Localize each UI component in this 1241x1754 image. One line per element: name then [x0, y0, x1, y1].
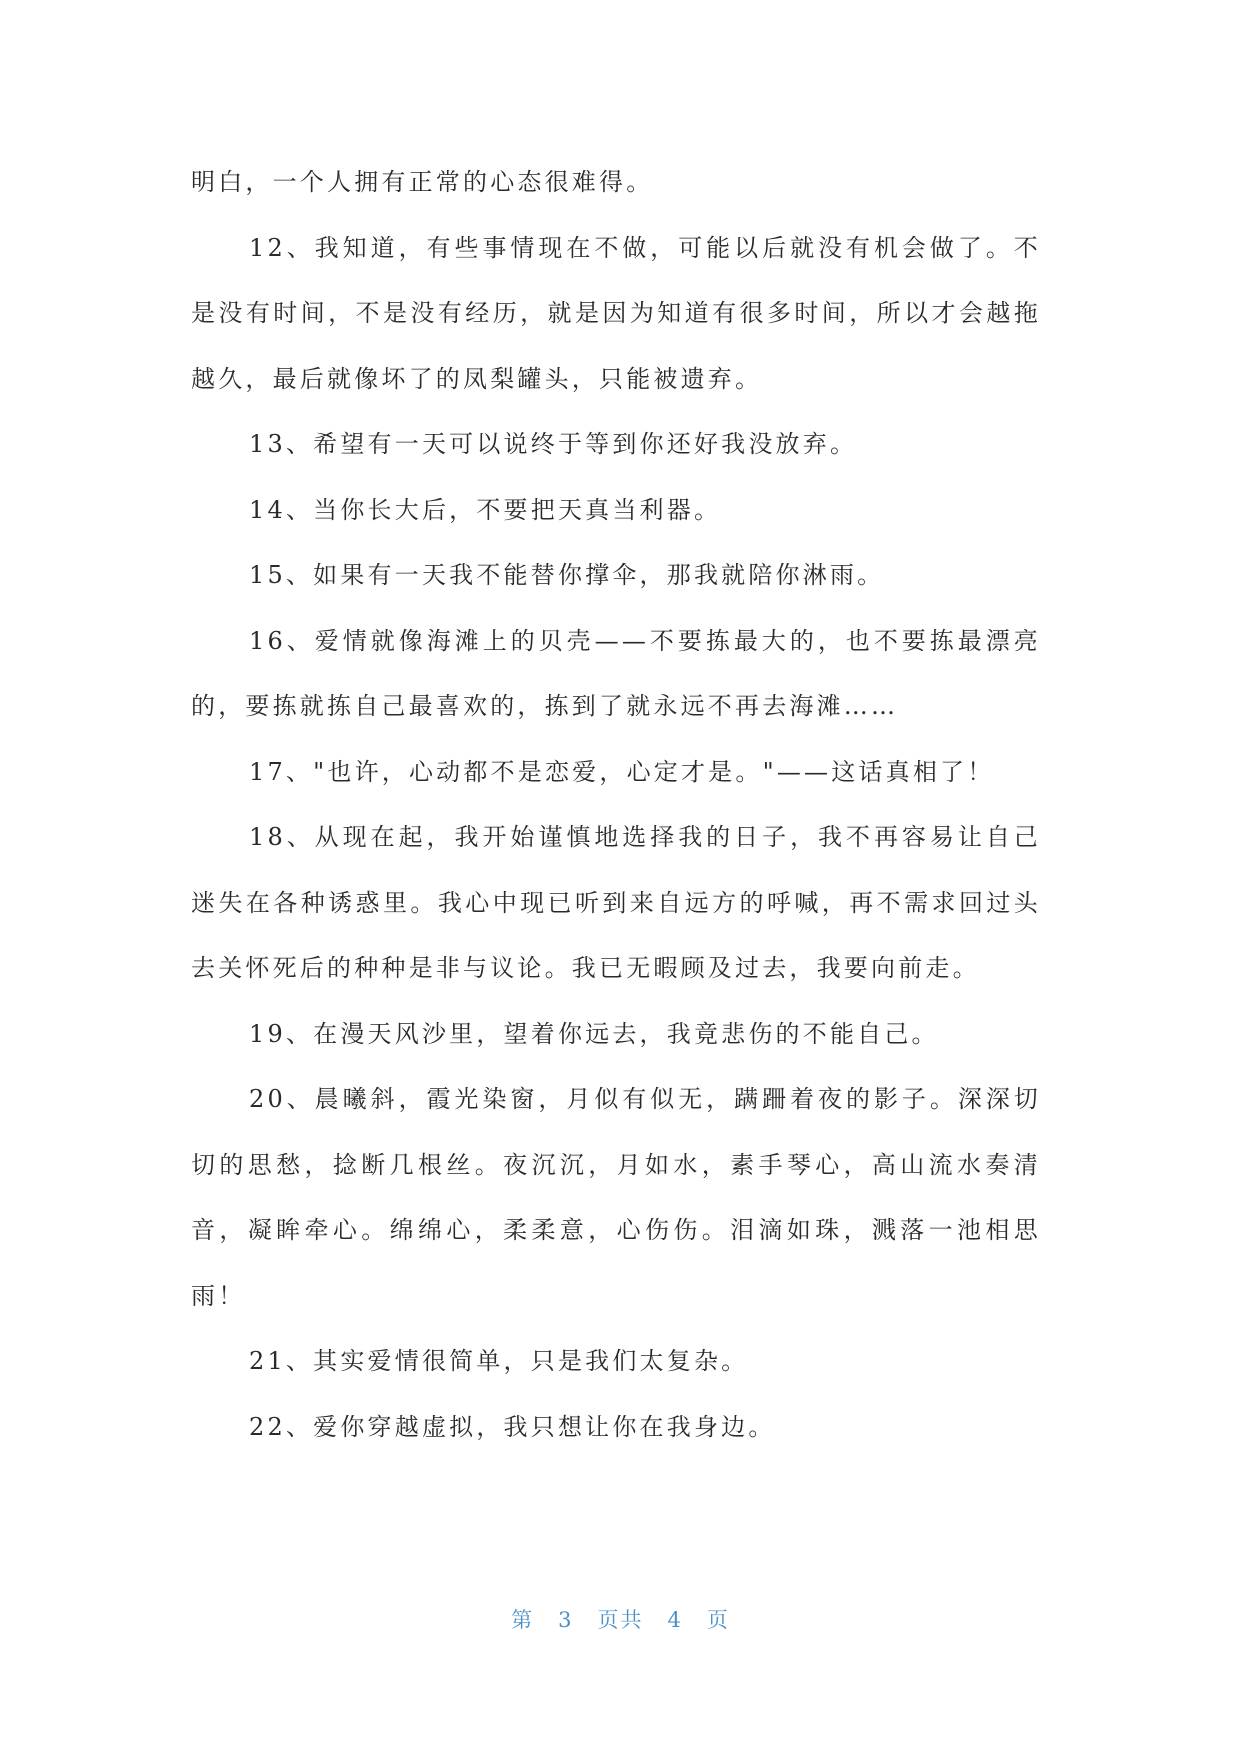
- paragraph-item-15: 15、如果有一天我不能替你撑伞，那我就陪你淋雨。: [249, 561, 885, 589]
- paragraph-item-22: 22、爱你穿越虚拟，我只想让你在我身边。: [249, 1412, 776, 1441]
- paragraph-item-16: 16、爱情就像海滩上的贝壳——不要拣最大的，也不要拣最漂亮的，要拣就拣自己最喜欢的，拣到了就永远不再去海滩……: [191, 626, 1041, 720]
- footer-total-pages: 4: [667, 1608, 683, 1632]
- paragraph-item-19: 19、在漫天风沙里，望着你远去，我竟悲伤的不能自己。: [249, 1019, 939, 1048]
- paragraph-item-20: 20、晨曦斜，霞光染窗，月似有似无，蹒跚着夜的影子。深深切切的思愁，捻断几根丝。夜沉沉，月如水，素手琴心，高山流水奏清音，凝眸牵心。绵绵心，柔柔意，心伤伤。泪滴如珠，溅落一池相思雨！: [191, 1085, 1041, 1310]
- paragraph-item-21: 21、其实爱情很简单，只是我们太复杂。: [249, 1347, 749, 1375]
- paragraph-item-12: 12、我知道，有些事情现在不做，可能以后就没有机会做了。不是没有时间，不是没有经历，就是因为知道有很多时间，所以才会越拖越久，最后就像坏了的凤梨罐头，只能被遗弃。: [191, 233, 1041, 393]
- document-body: [191, 150, 1041, 1460]
- paragraph-continuation: 明白，一个人拥有正常的心态很难得。: [191, 168, 654, 196]
- paragraph-item-14: 14、当你长大后，不要把天真当利器。: [249, 495, 722, 524]
- footer-middle: 页共: [597, 1608, 644, 1632]
- footer-prefix: 第: [511, 1608, 535, 1632]
- footer-current-page: 3: [558, 1608, 574, 1632]
- paragraph-item-13: 13、希望有一天可以说终于等到你还好我没放弃。: [249, 430, 858, 458]
- paragraph-item-18: 18、从现在起，我开始谨慎地选择我的日子，我不再容易让自己迷失在各种诱惑里。我心中现已听到来自远方的呼喊，再不需求回过头去关怀死后的种种是非与议论。我已无暇顾及过去，我要向前走。: [191, 823, 1041, 982]
- page-footer: [0, 1605, 1241, 1635]
- paragraph-item-17: 17、"也许，心动都不是恋爱，心定才是。"——这话真相了！: [249, 757, 995, 786]
- footer-suffix: 页: [706, 1608, 730, 1632]
